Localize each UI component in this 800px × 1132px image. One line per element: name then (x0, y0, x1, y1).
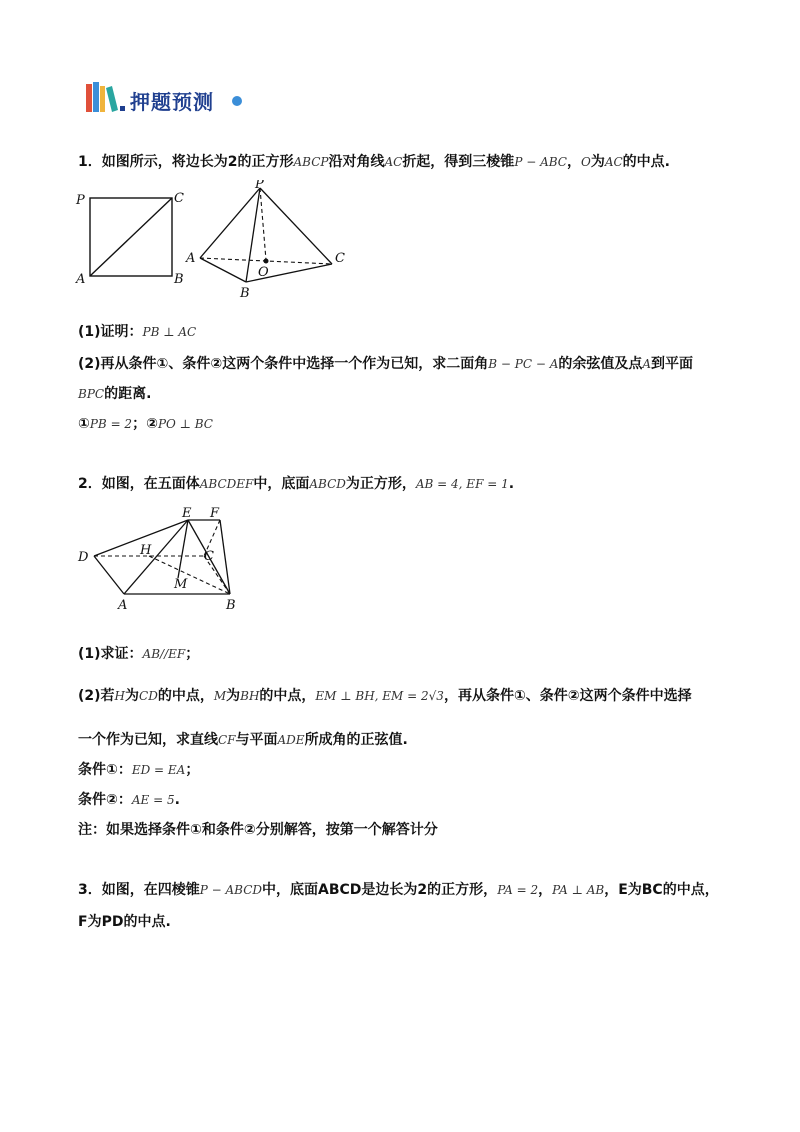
q2-condition-2: 条件②：AE = 5. (78, 792, 180, 808)
fig2-label-P: P (255, 180, 264, 192)
q1-part2-cont: BPC的距离. (78, 386, 152, 402)
q1-conditions: ①PB = 2；②PO ⊥ BC (78, 416, 213, 432)
fig3-label-E: E (182, 506, 192, 521)
fig1-label-A: A (76, 272, 86, 287)
q1-figure-square (70, 188, 190, 288)
q2-part1: (1)求证：AB//EF； (78, 646, 200, 662)
fig3-label-A: A (118, 598, 128, 613)
q1-part1: (1)证明：PB ⊥ AC (78, 324, 197, 340)
header-logo-icon (84, 80, 128, 114)
section-title: 押题预测 (130, 90, 214, 114)
fig2-label-C: C (335, 251, 345, 266)
fig1-label-B: B (174, 272, 184, 287)
q3-stem: 3．如图，在四棱锥P − ABCD中，底面ABCD是边长为2的正方形，PA = 2，PA ⊥ AB，E为BC的中点， (78, 882, 719, 898)
q2-note: 注：如果选择条件①和条件②分别解答，按第一个解答计分 (78, 822, 438, 838)
q1-figure-tetrahedron (180, 180, 350, 300)
q2-part2-cont: 一个作为已知，求直线CF与平面ADE所成角的正弦值. (78, 732, 408, 748)
fig2-label-O: O (258, 265, 269, 280)
q2-figure-pentahedron (70, 500, 250, 615)
q2-part2: (2)若H为CD的中点，M为BH的中点，EM ⊥ BH, EM = 2√3，再从条件①、条件②这两个条件中选择 (78, 688, 692, 704)
fig1-label-P: P (76, 193, 85, 208)
fig3-label-B: B (226, 598, 236, 613)
fig1-label-C: C (174, 191, 184, 206)
q3-stem-cont: F为PD的中点. (78, 914, 171, 930)
q1-stem: 1．如图所示，将边长为2的正方形ABCP沿对角线AC折起，得到三棱锥P − ABC，O为AC的中点. (78, 154, 670, 170)
q2-condition-1: 条件①：ED = EA； (78, 762, 200, 778)
q1-part2: (2)再从条件①、条件②这两个条件中选择一个作为已知，求二面角B − PC − A的余弦值及点A到平面 (78, 356, 694, 372)
fig3-label-H: H (140, 543, 152, 558)
fig3-label-D: D (78, 550, 89, 565)
header-dot-icon (232, 96, 242, 106)
fig3-label-M: M (174, 577, 188, 592)
fig3-label-C: C (204, 549, 214, 564)
fig3-label-F: F (210, 506, 220, 521)
fig2-label-B: B (240, 286, 250, 300)
q2-stem: 2．如图，在五面体ABCDEF中，底面ABCD为正方形，AB = 4, EF = 1. (78, 476, 515, 492)
fig2-label-A: A (186, 251, 196, 266)
